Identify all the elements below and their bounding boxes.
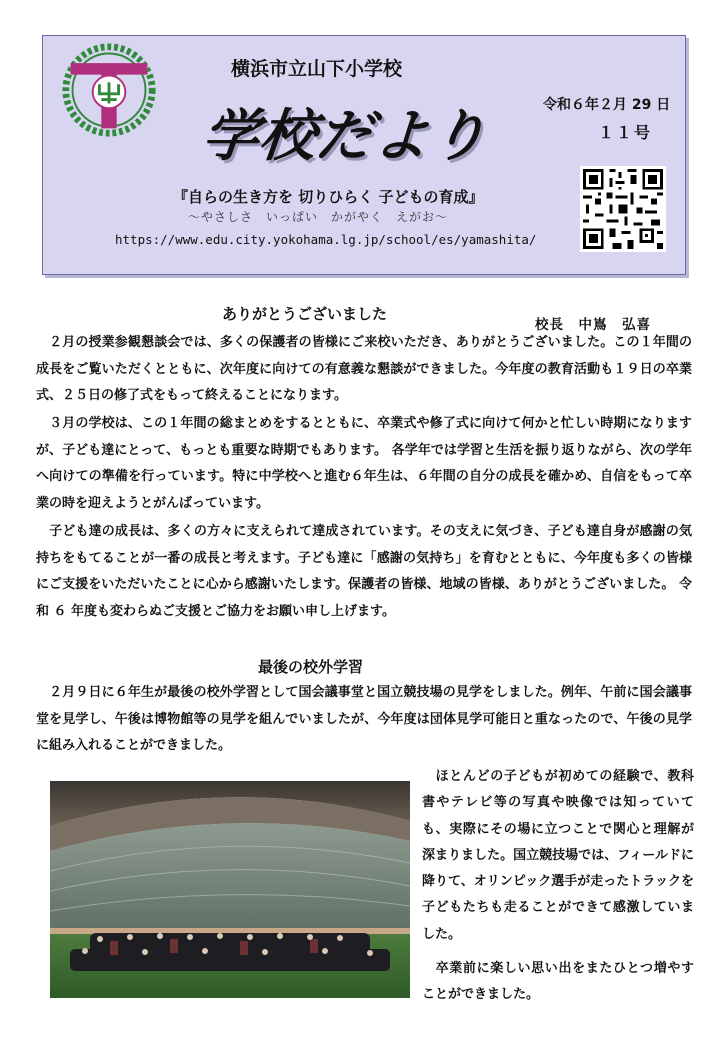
- paragraph-thanks-1: ２月の授業参観懇談会では、多くの保護者の皆様にご来校いただき、ありがとうございました。この１年間の成長をご覧いただくとともに、次年度に向けての有意義な懇談ができました。今年度の教育活動も１９日の卒業式、２５日の修了式をもって終えることになります。: [36, 335, 692, 404]
- paragraph-field-trip-intro: ２月９日に６年生が最後の校外学習として国会議事堂と国立競技場の見学をしました。例年、午前に国会議事堂を見学し、午後は博物館等の見学を組んでいましたが、今年度は団体見学可能日と重なったので、午後の見学に組み入れることができました。: [36, 685, 692, 754]
- paragraph-thanks-2: ３月の学校は、この１年間の総まとめをするとともに、卒業式や修了式に向けて何かと忙しい時期になりますが、子ども達にとって、もっとも重要な時期でもあります。 各学年では学習と生活を振り返りながら、次の学年へ向けての準備を行っています。特に中学校へと進む６年生は、６年間の自分の成長を確かめ、自信をもって卒業の時を迎えようとがんばっています。: [36, 416, 692, 512]
- paragraph-field-trip-detail: ほとんどの子どもが初めての経験で、教科書やテレビ等の写真や映像では知っていても、実際にその場に立つことで関心と理解が深まりました。国立競技場では、フィールドに降りて、オリンピック選手が走ったトラックを子どもたちも走ることができて感激していました。: [422, 769, 694, 942]
- section-title-field-trip: 最後の校外学習: [258, 658, 364, 676]
- school-motto: 『自らの生き方を 切りひらく 子どもの育成』: [173, 188, 484, 206]
- newsletter-header: [42, 35, 686, 275]
- paragraph-thanks-3: 子ども達の成長は、多くの方々に支えられて達成されています。その支えに気づき、子ども達自身が感謝の気持ちをもてることが一番の成長と考えます。子ども達に「感謝の気持ち」を育むとともに、今年度も多くの皆様にご支援をいただいたことに心から感謝いたします。保護者の皆様、地域の皆様、ありがとうございました。 令和 ６ 年度も変わらぬご支援とご協力をお願い申し上げます。: [36, 524, 692, 620]
- newsletter-title: 学校だより: [199, 104, 491, 169]
- section-title-thanks: ありがとうございました: [222, 305, 388, 323]
- author-principal: 校長 中嶌 弘喜: [535, 317, 651, 333]
- qr-code-icon[interactable]: [580, 166, 666, 252]
- paragraph-field-trip-closing: 卒業前に楽しい思い出をまたひとつ増やすことができました。: [422, 961, 694, 1003]
- motto-subtitle: ～やさしさ いっぱい かがやく えがお～: [188, 210, 449, 224]
- school-url-link[interactable]: https://www.edu.city.yokohama.lg.jp/school/es/yamashita/: [115, 232, 537, 247]
- school-name: 横浜市立山下小学校: [231, 58, 403, 80]
- stadium-group-photo: [50, 781, 410, 998]
- school-emblem-icon: [61, 42, 157, 138]
- issue-number: １１号: [598, 123, 653, 142]
- issue-date: 令和６年２月 29 日: [543, 97, 671, 113]
